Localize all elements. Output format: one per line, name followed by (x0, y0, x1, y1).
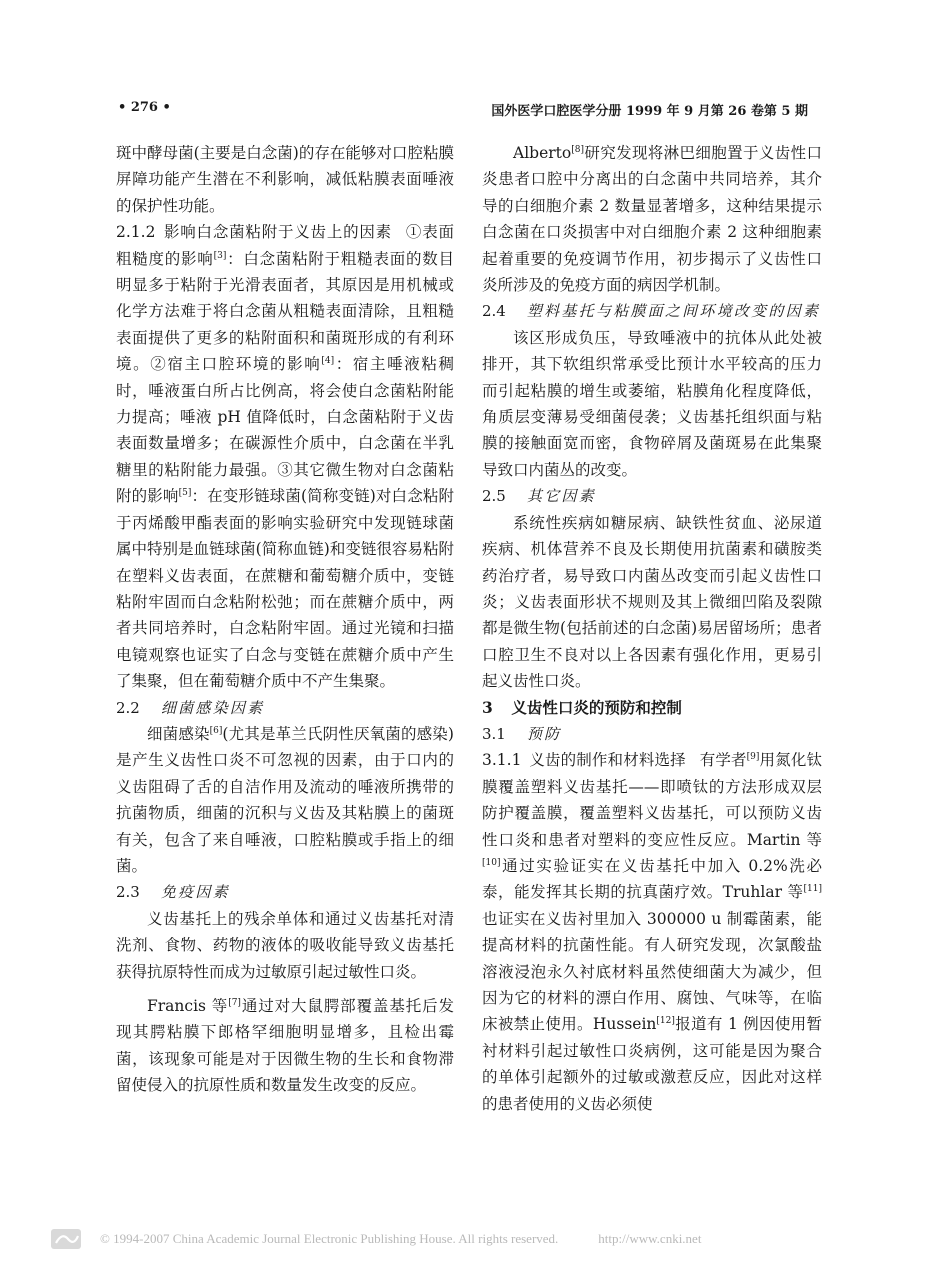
citation-9: [9] (746, 752, 760, 763)
section-2-3-heading (116, 879, 454, 905)
section-2-4-heading (482, 298, 822, 324)
left-column (116, 140, 454, 1099)
paragraph-environment: 该区形成负压，导致唾液中的抗体从此处被排开，其下软组织常承受比预计水平较高的压力而引起粘膜的增生或萎缩，粘膜角化程度降低，角质层变薄易受细菌侵袭；义齿基托组织面与粘膜的接触面宽而密，食物碎屑及菌斑易在此集聚导致口内菌丛的改变。 (482, 328, 822, 479)
paragraph-immune-2: Francis 等[7]通过对大鼠腭部覆盖基托后发现其腭粘膜下郎格罕细胞明显增多，且检出霉菌，该现象可能是对于因微生物的生长和食物滞留使侵入的抗原性质和数量发生改变的反应。 (116, 997, 454, 1095)
citation-11: [11] (803, 884, 822, 895)
section-title: 其它因素 (526, 487, 596, 506)
citation-12: [12] (656, 1016, 675, 1027)
section-title: 免疫因素 (160, 883, 230, 902)
footer (50, 1226, 890, 1252)
citation-7: [7] (228, 998, 241, 1008)
section-number: 2.5 (482, 487, 506, 506)
section-title: 塑料基托与粘膜面之间环境改变的因素 (526, 302, 821, 321)
section-number: 2.3 (116, 883, 140, 902)
citation-4: [4] (321, 356, 335, 367)
paragraph-bacterial: 细菌感染[6](尤其是革兰氏阴性厌氧菌的感染)是产生义齿性口炎不可忽视的因素，由于口内的义齿阻碍了舌的自洁作用及流动的唾液所携带的抗菌物质，细菌的沉积与义齿及其粘膜上的菌斑有关，包含了来自唾液，口腔粘膜或手指上的细菌。 (116, 724, 454, 875)
section-number: 3 (482, 697, 493, 717)
citation-5: [5] (178, 488, 192, 499)
section-title: 预防 (526, 724, 562, 743)
paragraph-other-factors: 系统性疾病如糖尿病、缺铁性贫血、泌尿道疾病、机体营养不良及长期使用抗菌素和磺胺类药治疗者，易导致口内菌丛改变而引起义齿性口炎；义齿表面形状不规则及其上微细凹陷及裂隙都是微生物(包括前述的白念菌)易居留场所；患者口腔卫生不良对以上各因素有强化作用，更易引起义齿性口炎。 (482, 513, 822, 691)
section-number: 2.4 (482, 302, 506, 321)
section-3-1-1: 3.1.1 义齿的制作和材料选择 有学者[9]用氮化钛膜覆盖塑料义齿基托——即喷钛的方法形成双层防护覆盖膜，覆盖塑料义齿基托，可以预防义齿性口炎和患者对塑料的变应性反应。Martin 等[10]通过实验证实在义齿基托中加入 0.2%洗必泰，能发挥其长期的抗真菌疗效。Truhlar 等[11]也证实在义齿衬里加入 300000 u 制霉菌素，能提高材料的抗菌性能。有人研究发现，次氯酸盐溶液浸泡永久衬底材料虽然使细菌大为减少，但因为它的材料的漂白作用、腐蚀、气味等，在临床被禁止使用。Hussein[12]报道有 1 例因使用暂衬材料引起过敏性口炎病例，这可能是因为聚合的单体引起额外的过敏或激惹反应，因此对这样的患者使用的义齿必须使 (482, 751, 822, 1113)
journal-header: 国外医学口腔医学分册 1999 年 9 月第 26 卷第 5 期 (491, 104, 808, 119)
section-number: 2.1.2 (116, 223, 156, 242)
section-number: 3.1.1 (482, 751, 522, 770)
section-2-5-heading (482, 483, 822, 509)
paragraph-alberto: Alberto[8]研究发现将淋巴细胞置于义齿性口炎患者口腔中分离出的白念菌中共同培养，其介导的白细胞介素 2 数量显著增多，这种结果提示白念菌在口炎损害中对白细胞介素 2 这种细胞素起着重要的免疫调节作用，初步揭示了义齿性口炎所涉及的免疫方面的病因学机制。 (482, 144, 822, 295)
citation-3: [3] (213, 250, 227, 261)
section-number: 2.2 (116, 698, 140, 717)
paragraph-intro: 斑中酵母菌(主要是白念菌)的存在能够对口腔粘膜屏障功能产生潜在不利影响，减低粘膜表面唾液的保护性功能。 (116, 144, 454, 215)
section-title: 义齿的制作和材料选择 (529, 751, 686, 770)
section-title: 影响白念菌粘附于义齿上的因素 (163, 223, 392, 242)
page-number: • 276 • (118, 100, 171, 115)
copyright-text: © 1994-2007 China Academic Journal Electronic Publishing House. All rights reserved. (100, 1231, 559, 1246)
section-title: 细菌感染因素 (160, 698, 265, 717)
section-2-2-heading (116, 695, 454, 721)
citation-6: [6] (209, 725, 223, 736)
section-number: 3.1 (482, 724, 506, 743)
cnki-url[interactable]: http://www.cnki.net (598, 1231, 702, 1246)
paragraph-immune-1: 义齿基托上的残余单体和通过义齿基托对清洗剂、食物、药物的液体的吸收能导致义齿基托获得抗原特性而成为过敏原引起过敏性口炎。 (116, 909, 454, 981)
citation-10: [10] (482, 857, 501, 868)
right-column (482, 140, 822, 1117)
section-3-heading (482, 695, 822, 721)
publisher-logo-icon (50, 1228, 82, 1250)
section-2-1-2: 2.1.2 影响白念菌粘附于义齿上的因素 ①表面粗糙度的影响[3]：白念菌粘附于粗糙表面的数目明显多于粘附于光滑表面者，其原因是用机械或化学方法难于将白念菌从粗糙表面清除，且粗糙表面提供了更多的粘附面积和菌斑形成的有利环境。②宿主口腔环境的影响[4]：宿主唾液粘稠时，唾液蛋白所占比例高，将会使白念菌粘附能力提高；唾液 pH 值降低时，白念菌粘附于义齿表面数量增多；在碳源性介质中，白念菌在半乳糖里的粘附能力最强。③其它微生物对白念菌粘附的影响[5]：在变形链球菌(简称变链)对白念粘附于丙烯酸甲酯表面的影响实验研究中发现链球菌属中特别是血链球菌(简称血链)和变链很容易粘附在塑料义齿表面，在蔗糖和葡萄糖介质中，变链粘附牢固而白念粘附松弛；而在蔗糖介质中，两者共同培养时，白念粘附牢固。通过光镜和扫描电镜观察也证实了白念与变链在蔗糖介质中产生了集聚，但在葡萄糖介质中不产生集聚。 (116, 223, 454, 691)
section-3-1-heading (482, 721, 822, 747)
section-title: 义齿性口炎的预防和控制 (511, 697, 682, 717)
citation-8: [8] (571, 145, 584, 155)
